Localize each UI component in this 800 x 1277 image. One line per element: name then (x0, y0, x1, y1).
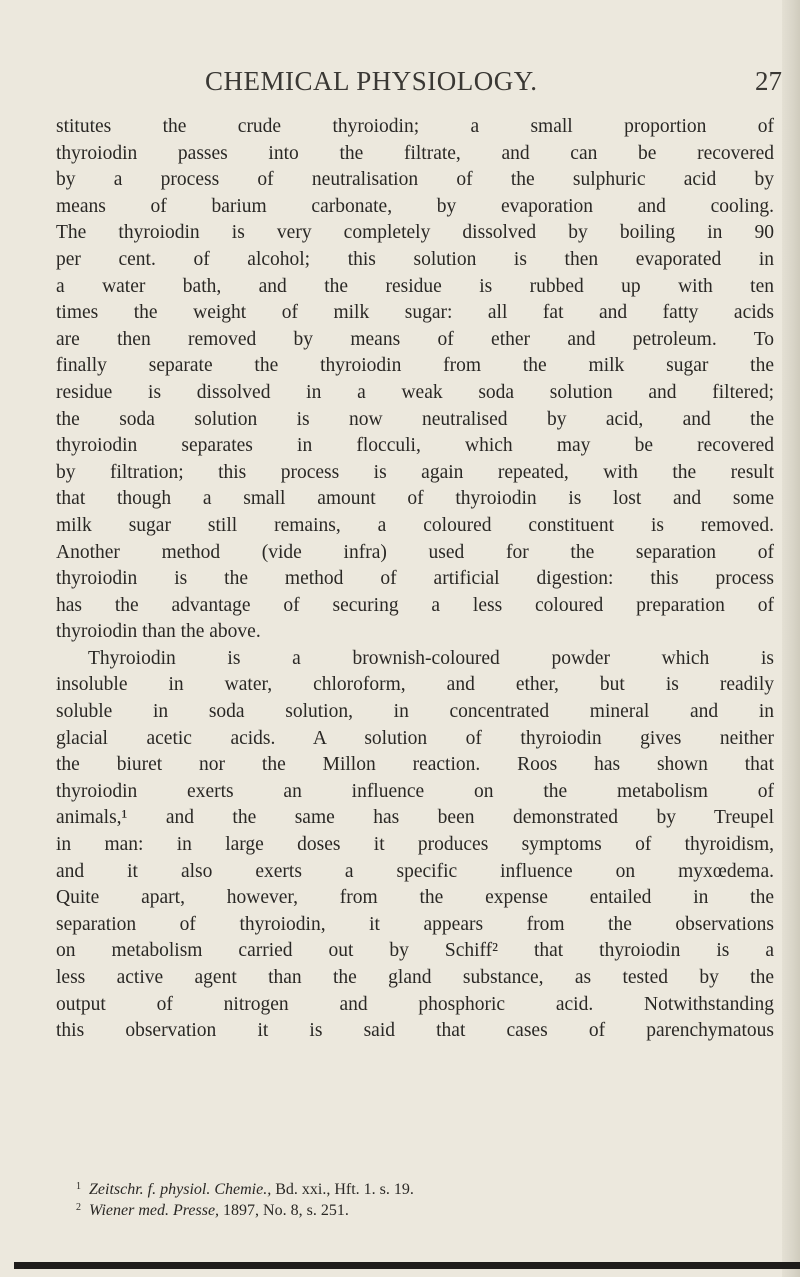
text-line: finally separate the thyroiodin from the milk sugar the (56, 355, 774, 377)
text-line: The thyroiodin is very completely dissolved by boiling in 90 (56, 222, 774, 244)
footnote-source: Zeitschr. f. physiol. Chemie., (89, 1181, 272, 1198)
footnote-mark: 1 (76, 1181, 81, 1192)
text-line: Another method (vide infra) used for the separation of (56, 541, 774, 563)
text-line: thyroiodin separates in flocculi, which may be recovered (56, 435, 774, 457)
text-line: soluble in soda solution, in concentrated mineral and in (56, 701, 774, 723)
body-text (56, 114, 774, 1045)
text-line: animals,¹ and the same has been demonstrated by Treupel (56, 807, 774, 829)
text-line: are then removed by means of ether and petroleum. To (56, 328, 774, 350)
footnote-ref: 1897, No. 8, s. 251. (223, 1202, 349, 1219)
text-line: means of barium carbonate, by evaporation and cooling. (56, 195, 774, 217)
text-line: thyroiodin than the above. (56, 621, 261, 643)
text-line: a water bath, and the residue is rubbed up with ten (56, 275, 774, 297)
text-line: residue is dissolved in a weak soda solution and filtered; (56, 381, 774, 403)
footnote-ref: Bd. xxi., Hft. 1. s. 19. (275, 1181, 414, 1198)
text-line: output of nitrogen and phosphoric acid. Notwithstanding (56, 993, 774, 1015)
text-line: times the weight of milk sugar: all fat and fatty acids (56, 302, 774, 324)
text-line: Thyroiodin is a brownish-coloured powder which is (88, 647, 774, 669)
text-line: by filtration; this process is again repeated, with the result (56, 461, 774, 483)
text-line: insoluble in water, chloroform, and ether, but is readily (56, 674, 774, 696)
text-line: less active agent than the gland substance, as tested by the (56, 967, 774, 988)
text-line: that though a small amount of thyroiodin is lost and some (56, 488, 774, 510)
footnotes (76, 1176, 756, 1218)
running-title: CHEMICAL PHYSIOLOGY. (205, 66, 538, 96)
page-bottom-edge (14, 1262, 800, 1269)
footnote-source: Wiener med. Presse, (89, 1202, 220, 1219)
page-header (0, 66, 800, 106)
text-line: and it also exerts a specific influence on myxœdema. (56, 860, 774, 882)
page-number: 27 (755, 66, 782, 96)
text-line: this observation it is said that cases of parenchymatous (56, 1020, 774, 1042)
text-line: on metabolism carried out by Schiff² that thyroiodin is a (56, 940, 774, 962)
text-line: the soda solution is now neutralised by acid, and the (56, 408, 774, 430)
text-line: stitutes the crude thyroiodin; a small proportion of (56, 116, 774, 137)
text-line: thyroiodin passes into the filtrate, and can be recovered (56, 142, 774, 164)
footnote-mark: 2 (76, 1202, 81, 1213)
text-line: Quite apart, however, from the expense entailed in the (56, 887, 774, 909)
footnote (76, 1176, 756, 1197)
text-line: by a process of neutralisation of the sulphuric acid by (56, 169, 774, 191)
footnote (76, 1197, 756, 1218)
page-edge-shadow (782, 0, 800, 1277)
text-line: has the advantage of securing a less coloured preparation of (56, 594, 774, 616)
text-line: thyroiodin is the method of artificial digestion: this process (56, 568, 774, 590)
text-line: separation of thyroiodin, it appears from the observations (56, 913, 774, 935)
text-line: the biuret nor the Millon reaction. Roos has shown that (56, 754, 774, 776)
text-line: thyroiodin exerts an influence on the metabolism of (56, 780, 774, 802)
text-line: milk sugar still remains, a coloured constituent is removed. (56, 514, 774, 536)
text-line: per cent. of alcohol; this solution is then evaporated in (56, 248, 774, 270)
text-line: in man: in large doses it produces symptoms of thyroidism, (56, 834, 774, 856)
text-line: glacial acetic acids. A solution of thyroiodin gives neither (56, 727, 774, 749)
